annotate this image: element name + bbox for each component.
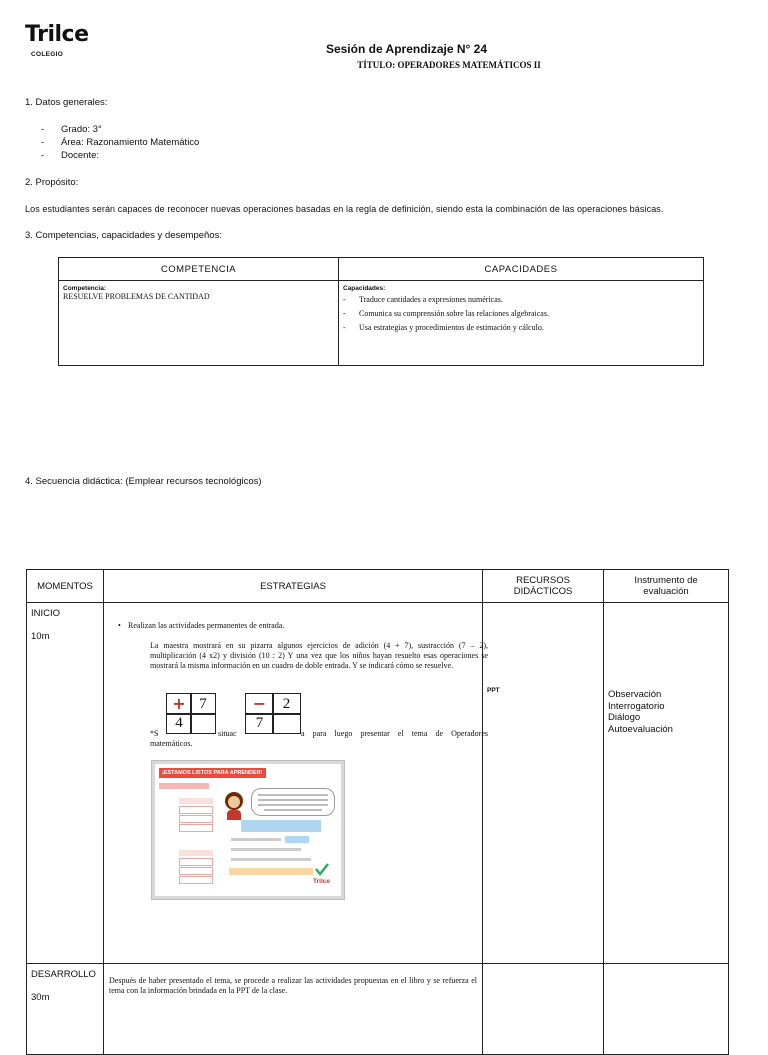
slide-mini-table xyxy=(179,850,213,886)
operation-grid-subtract xyxy=(245,693,301,733)
instrument-item: Autoevaluación xyxy=(608,723,673,735)
list-item: - Docente: xyxy=(41,150,100,161)
capacidades-cell xyxy=(339,281,704,366)
grid-cell: 7 xyxy=(245,713,274,734)
plus-sign: + xyxy=(166,693,192,715)
inicio-text-continuation: a para luego presentar el tema de Operadores matemáticos. xyxy=(150,729,488,748)
grid-cell: 7 xyxy=(190,693,216,715)
col-header-capacidades: CAPACIDADES xyxy=(339,258,704,281)
inicio-label: INICIO xyxy=(31,608,61,619)
ppt-slide-thumbnail xyxy=(152,761,344,899)
competencia-label: Competencia: xyxy=(63,285,106,292)
teacher-face xyxy=(228,796,240,808)
grid-cell: 4 xyxy=(166,713,192,734)
inicio-cell xyxy=(27,603,104,964)
capacidades-label: Capacidades: xyxy=(343,285,386,292)
section4-heading: 4. Secuencia didáctica: (Emplear recursos tecnológicos) xyxy=(25,476,262,487)
slide-highlight-bar xyxy=(229,868,313,875)
slide-text-line xyxy=(231,838,281,841)
logo: Trilce xyxy=(25,22,89,47)
slide-mini-table xyxy=(179,798,213,834)
col-header-momentos: MOMENTOS xyxy=(27,570,104,603)
section1-heading: 1. Datos generales: xyxy=(25,97,108,108)
minus-sign: − xyxy=(245,693,274,715)
slide-text-line xyxy=(231,858,311,861)
col-header-estrategias: ESTRATEGIAS xyxy=(104,570,483,603)
list-item: - Comunica su comprensión sobre las relaciones algebraicas. xyxy=(343,309,549,318)
slide-brand: Trilce xyxy=(313,878,330,885)
instrument-item: Observación xyxy=(608,689,662,700)
inicio-resources xyxy=(483,603,604,964)
list-item: - Traduce cantidades a expresiones numéricas. xyxy=(343,295,503,304)
section2-heading: 2. Propósito: xyxy=(25,177,79,188)
inicio-paragraph: La maestra mostrará en su pizarra algunos ejercicios de adición (4 + 7), sustracción (7 – 2), multiplicación (4 x2) y división (10 : 2) Y una vez que los niños hayan resuelto esas operaciones se mostrará la misma información en un cuadro de doble entrada. Y se indicará cómo se resuelve. xyxy=(150,641,488,670)
purpose-text: Los estudiantes serán capaces de reconocer nuevas operaciones basadas en la regla de definición, siendo esta la combinación de las operaciones básicas. xyxy=(25,204,664,214)
desarrollo-cell xyxy=(27,964,104,1055)
instrument-item: Diálogo xyxy=(608,712,641,723)
slide-text-line xyxy=(231,848,301,851)
slide-banner: ¡ESTAMOS LISTOS PARA APRENDER! xyxy=(159,768,266,778)
competencies-table xyxy=(58,257,704,366)
col-header-instrumento: Instrumento de evaluación xyxy=(604,570,729,603)
document-title: Sesión de Aprendizaje N° 24 xyxy=(325,42,488,56)
check-icon xyxy=(315,862,329,876)
desarrollo-instruments xyxy=(604,964,729,1055)
desarrollo-time: 30m xyxy=(31,992,50,1003)
inicio-instruments xyxy=(604,603,729,964)
teacher-body xyxy=(227,810,241,820)
instrument-item: Interrogatorio xyxy=(608,700,665,712)
slide-info-bar xyxy=(241,820,321,832)
slide-answer-box xyxy=(285,836,309,843)
inicio-time: 10m xyxy=(31,631,50,642)
speech-bubble xyxy=(251,788,335,816)
slide-label-bar xyxy=(159,783,209,789)
section3-heading: 3. Competencias, capacidades y desempeños: xyxy=(25,230,222,241)
desarrollo-text: Después de haber presentado el tema, se procede a realizar las actividades propuestas en el libro y se refuerza el tema con la información brindada en la PPT de la clase. xyxy=(109,976,477,995)
inicio-text-fragment: *S xyxy=(150,729,159,738)
list-item: - Grado: 3° xyxy=(41,124,102,135)
desarrollo-strategies xyxy=(104,964,483,1055)
list-item: - Usa estrategias y procedimientos de estimación y cálculo. xyxy=(343,323,544,332)
col-header-competencia: COMPETENCIA xyxy=(59,258,339,281)
grid-cell: 2 xyxy=(272,693,301,715)
operation-grid-add xyxy=(166,693,216,733)
desarrollo-resources xyxy=(483,964,604,1055)
list-item: - Área: Razonamiento Matemático xyxy=(41,137,200,148)
logo-subtitle: COLEGIO xyxy=(31,51,64,58)
competencia-value: RESUELVE PROBLEMAS DE CANTIDAD xyxy=(63,292,210,301)
resource-ppt: PPT xyxy=(487,687,500,694)
desarrollo-label: DESARROLLO xyxy=(31,969,96,980)
competencia-cell xyxy=(59,281,339,366)
inicio-text-fragment: situac xyxy=(218,729,237,738)
document-subtitle: TÍTULO: OPERADORES MATEMÁTICOS II xyxy=(357,60,541,70)
col-header-recursos: RECURSOS DIDÁCTICOS xyxy=(483,570,604,603)
inicio-bullet: • Realizan las actividades permanentes de entrada. xyxy=(118,621,285,630)
